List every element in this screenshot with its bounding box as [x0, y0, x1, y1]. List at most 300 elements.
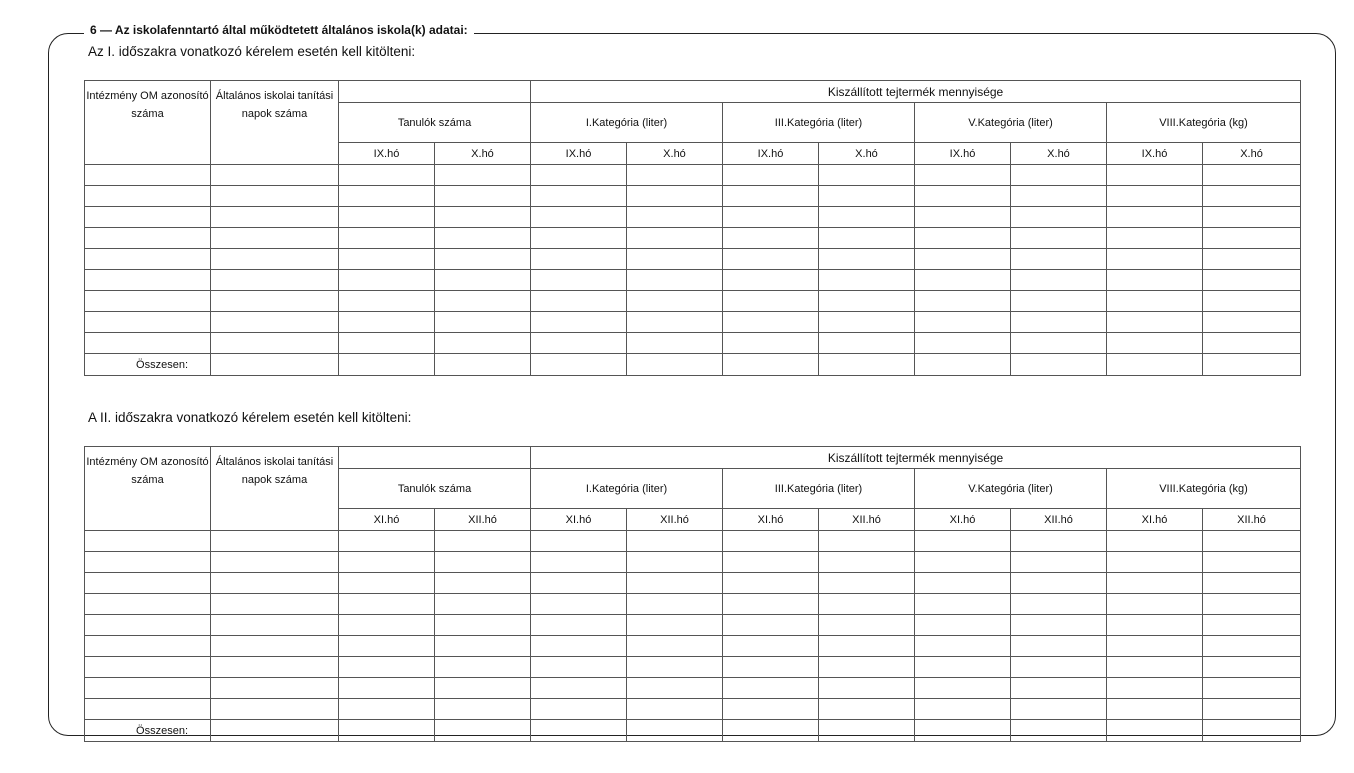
input-cell[interactable] — [1203, 699, 1301, 720]
input-cell[interactable] — [627, 636, 723, 657]
total-cell[interactable] — [915, 720, 1011, 742]
input-cell[interactable] — [85, 699, 211, 720]
table-row — [85, 312, 1301, 333]
input-cell[interactable] — [627, 249, 723, 270]
input-cell[interactable] — [723, 573, 819, 594]
header-category-5: V.Kategória (liter) — [915, 103, 1107, 143]
input-cell[interactable] — [1107, 678, 1203, 699]
input-cell[interactable] — [531, 270, 627, 291]
month-header: XII.hó — [819, 509, 915, 531]
input-cell[interactable] — [1107, 291, 1203, 312]
input-cell[interactable] — [627, 531, 723, 552]
input-cell[interactable] — [819, 312, 915, 333]
input-cell[interactable] — [1107, 270, 1203, 291]
input-cell[interactable] — [85, 333, 211, 354]
month-header: XI.hó — [1107, 509, 1203, 531]
input-cell[interactable] — [531, 657, 627, 678]
month-header: XII.hó — [435, 509, 531, 531]
table-row — [85, 699, 1301, 720]
input-cell[interactable] — [211, 228, 339, 249]
input-cell[interactable] — [627, 699, 723, 720]
input-cell[interactable] — [915, 291, 1011, 312]
input-cell[interactable] — [819, 615, 915, 636]
input-cell[interactable] — [627, 291, 723, 312]
input-cell[interactable] — [1203, 207, 1301, 228]
total-cell[interactable] — [1011, 720, 1107, 742]
header-category-8: VIII.Kategória (kg) — [1107, 103, 1301, 143]
input-cell[interactable] — [1011, 186, 1107, 207]
input-cell[interactable] — [915, 312, 1011, 333]
input-cell[interactable] — [531, 594, 627, 615]
total-cell[interactable] — [531, 720, 627, 742]
input-cell[interactable] — [723, 207, 819, 228]
input-cell[interactable] — [1107, 594, 1203, 615]
header-delivered: Kiszállított tejtermék mennyisége — [531, 447, 1301, 469]
input-cell[interactable] — [723, 249, 819, 270]
header-om-id: Intézmény OM azonosító száma — [85, 81, 211, 165]
input-cell[interactable] — [819, 531, 915, 552]
input-cell[interactable] — [723, 312, 819, 333]
input-cell[interactable] — [915, 186, 1011, 207]
input-cell[interactable] — [339, 636, 435, 657]
input-cell[interactable] — [819, 186, 915, 207]
input-cell[interactable] — [531, 573, 627, 594]
input-cell[interactable] — [85, 186, 211, 207]
input-cell[interactable] — [531, 186, 627, 207]
input-cell[interactable] — [819, 249, 915, 270]
input-cell[interactable] — [85, 228, 211, 249]
input-cell[interactable] — [339, 249, 435, 270]
input-cell[interactable] — [435, 312, 531, 333]
total-cell[interactable] — [435, 720, 531, 742]
month-header: XI.hó — [723, 509, 819, 531]
input-cell[interactable] — [339, 594, 435, 615]
input-cell[interactable] — [1011, 699, 1107, 720]
table-row — [85, 678, 1301, 699]
input-cell[interactable] — [211, 573, 339, 594]
input-cell[interactable] — [339, 573, 435, 594]
input-cell[interactable] — [1107, 531, 1203, 552]
input-cell[interactable] — [211, 249, 339, 270]
total-cell[interactable] — [339, 720, 435, 742]
input-cell[interactable] — [85, 552, 211, 573]
month-header: X.hó — [1203, 143, 1301, 165]
input-cell[interactable] — [531, 207, 627, 228]
total-cell[interactable] — [435, 354, 531, 376]
input-cell[interactable] — [1107, 312, 1203, 333]
input-cell[interactable] — [819, 228, 915, 249]
input-cell[interactable] — [1011, 531, 1107, 552]
input-cell[interactable] — [339, 531, 435, 552]
input-cell[interactable] — [1011, 249, 1107, 270]
input-cell[interactable] — [435, 186, 531, 207]
month-header: IX.hó — [339, 143, 435, 165]
input-cell[interactable] — [339, 333, 435, 354]
input-cell[interactable] — [435, 249, 531, 270]
header-blank — [339, 81, 531, 103]
input-cell[interactable] — [915, 573, 1011, 594]
total-cell[interactable] — [627, 720, 723, 742]
input-cell[interactable] — [915, 165, 1011, 186]
input-cell[interactable] — [435, 573, 531, 594]
total-label: Összesen: — [85, 354, 211, 376]
input-cell[interactable] — [915, 228, 1011, 249]
input-cell[interactable] — [1107, 249, 1203, 270]
input-cell[interactable] — [1203, 552, 1301, 573]
header-category-3: III.Kategória (liter) — [723, 469, 915, 509]
input-cell[interactable] — [627, 186, 723, 207]
input-cell[interactable] — [819, 552, 915, 573]
input-cell[interactable] — [1203, 249, 1301, 270]
period-1-subtitle: Az I. időszakra vonatkozó kérelem esetén kell kitölteni: — [88, 44, 416, 59]
total-cell[interactable] — [531, 354, 627, 376]
input-cell[interactable] — [435, 333, 531, 354]
input-cell[interactable] — [339, 186, 435, 207]
header-category-1: I.Kategória (liter) — [531, 469, 723, 509]
input-cell[interactable] — [85, 615, 211, 636]
input-cell[interactable] — [211, 186, 339, 207]
input-cell[interactable] — [1203, 573, 1301, 594]
header-om-id: Intézmény OM azonosító száma — [85, 447, 211, 531]
input-cell[interactable] — [1107, 333, 1203, 354]
input-cell[interactable] — [915, 678, 1011, 699]
input-cell[interactable] — [627, 552, 723, 573]
input-cell[interactable] — [1203, 615, 1301, 636]
input-cell[interactable] — [531, 291, 627, 312]
input-cell[interactable] — [1107, 207, 1203, 228]
input-cell[interactable] — [1107, 657, 1203, 678]
total-cell[interactable] — [627, 354, 723, 376]
input-cell[interactable] — [723, 636, 819, 657]
month-header: X.hó — [435, 143, 531, 165]
month-header: X.hó — [819, 143, 915, 165]
input-cell[interactable] — [1107, 636, 1203, 657]
input-cell[interactable] — [85, 165, 211, 186]
header-delivered: Kiszállított tejtermék mennyisége — [531, 81, 1301, 103]
total-cell[interactable] — [723, 720, 819, 742]
input-cell[interactable] — [339, 207, 435, 228]
input-cell[interactable] — [85, 291, 211, 312]
input-cell[interactable] — [211, 333, 339, 354]
input-cell[interactable] — [1107, 615, 1203, 636]
input-cell[interactable] — [723, 333, 819, 354]
input-cell[interactable] — [915, 207, 1011, 228]
table-row — [85, 657, 1301, 678]
input-cell[interactable] — [85, 678, 211, 699]
table-row — [85, 552, 1301, 573]
input-cell[interactable] — [1011, 312, 1107, 333]
month-header: XI.hó — [531, 509, 627, 531]
header-category-8: VIII.Kategória (kg) — [1107, 469, 1301, 509]
input-cell[interactable] — [85, 594, 211, 615]
input-cell[interactable] — [819, 270, 915, 291]
input-cell[interactable] — [627, 165, 723, 186]
total-cell[interactable] — [1107, 354, 1203, 376]
input-cell[interactable] — [819, 699, 915, 720]
table-row — [85, 249, 1301, 270]
input-cell[interactable] — [531, 636, 627, 657]
input-cell[interactable] — [531, 552, 627, 573]
month-header: IX.hó — [915, 143, 1011, 165]
month-header: XII.hó — [1203, 509, 1301, 531]
input-cell[interactable] — [915, 615, 1011, 636]
input-cell[interactable] — [85, 270, 211, 291]
input-cell[interactable] — [339, 270, 435, 291]
input-cell[interactable] — [339, 678, 435, 699]
input-cell[interactable] — [1107, 186, 1203, 207]
input-cell[interactable] — [531, 165, 627, 186]
input-cell[interactable] — [819, 594, 915, 615]
input-cell[interactable] — [1011, 594, 1107, 615]
input-cell[interactable] — [211, 678, 339, 699]
input-cell[interactable] — [85, 657, 211, 678]
total-cell[interactable] — [1011, 354, 1107, 376]
input-cell[interactable] — [531, 249, 627, 270]
input-cell[interactable] — [211, 615, 339, 636]
input-cell[interactable] — [435, 228, 531, 249]
input-cell[interactable] — [435, 270, 531, 291]
input-cell[interactable] — [531, 228, 627, 249]
table-row — [85, 228, 1301, 249]
month-header: IX.hó — [531, 143, 627, 165]
input-cell[interactable] — [819, 291, 915, 312]
total-cell[interactable] — [1203, 720, 1301, 742]
input-cell[interactable] — [85, 207, 211, 228]
table-row — [85, 165, 1301, 186]
input-cell[interactable] — [85, 573, 211, 594]
input-cell[interactable] — [1203, 657, 1301, 678]
input-cell[interactable] — [435, 636, 531, 657]
input-cell[interactable] — [211, 594, 339, 615]
period-1-table — [84, 80, 1301, 376]
input-cell[interactable] — [915, 594, 1011, 615]
input-cell[interactable] — [1011, 657, 1107, 678]
month-header: XII.hó — [1011, 509, 1107, 531]
input-cell[interactable] — [435, 291, 531, 312]
input-cell[interactable] — [723, 615, 819, 636]
input-cell[interactable] — [85, 531, 211, 552]
input-cell[interactable] — [85, 312, 211, 333]
input-cell[interactable] — [1203, 270, 1301, 291]
input-cell[interactable] — [1107, 165, 1203, 186]
input-cell[interactable] — [339, 165, 435, 186]
input-cell[interactable] — [723, 678, 819, 699]
input-cell[interactable] — [915, 333, 1011, 354]
input-cell[interactable] — [85, 636, 211, 657]
input-cell[interactable] — [723, 291, 819, 312]
input-cell[interactable] — [819, 678, 915, 699]
input-cell[interactable] — [435, 207, 531, 228]
table-row — [85, 291, 1301, 312]
input-cell[interactable] — [627, 312, 723, 333]
input-cell[interactable] — [819, 333, 915, 354]
input-cell[interactable] — [211, 531, 339, 552]
input-cell[interactable] — [211, 312, 339, 333]
input-cell[interactable] — [723, 552, 819, 573]
month-header: IX.hó — [723, 143, 819, 165]
input-cell[interactable] — [915, 552, 1011, 573]
input-cell[interactable] — [435, 594, 531, 615]
input-cell[interactable] — [1107, 573, 1203, 594]
month-header: X.hó — [627, 143, 723, 165]
input-cell[interactable] — [531, 312, 627, 333]
input-cell[interactable] — [1203, 333, 1301, 354]
month-header: X.hó — [1011, 143, 1107, 165]
input-cell[interactable] — [627, 207, 723, 228]
period-2-subtitle: A II. időszakra vonatkozó kérelem esetén kell kitölteni: — [88, 410, 412, 425]
input-cell[interactable] — [1011, 573, 1107, 594]
input-cell[interactable] — [211, 207, 339, 228]
input-cell[interactable] — [435, 678, 531, 699]
month-header: XI.hó — [915, 509, 1011, 531]
input-cell[interactable] — [211, 552, 339, 573]
input-cell[interactable] — [1011, 228, 1107, 249]
input-cell[interactable] — [339, 291, 435, 312]
input-cell[interactable] — [531, 678, 627, 699]
input-cell[interactable] — [435, 552, 531, 573]
total-cell[interactable] — [819, 720, 915, 742]
month-header: XI.hó — [339, 509, 435, 531]
total-cell[interactable] — [339, 354, 435, 376]
input-cell[interactable] — [435, 531, 531, 552]
input-cell[interactable] — [1011, 291, 1107, 312]
header-teaching-days: Általános iskolai tanítási napok száma — [211, 81, 339, 165]
input-cell[interactable] — [723, 699, 819, 720]
input-cell[interactable] — [723, 165, 819, 186]
input-cell[interactable] — [915, 657, 1011, 678]
month-header: IX.hó — [1107, 143, 1203, 165]
input-cell[interactable] — [723, 228, 819, 249]
input-cell[interactable] — [627, 657, 723, 678]
input-cell[interactable] — [339, 552, 435, 573]
header-category-5: V.Kategória (liter) — [915, 469, 1107, 509]
table-row — [85, 636, 1301, 657]
table-row — [85, 270, 1301, 291]
input-cell[interactable] — [819, 165, 915, 186]
input-cell[interactable] — [1203, 165, 1301, 186]
input-cell[interactable] — [627, 333, 723, 354]
input-cell[interactable] — [531, 333, 627, 354]
total-cell[interactable] — [211, 720, 339, 742]
input-cell[interactable] — [211, 165, 339, 186]
input-cell[interactable] — [339, 699, 435, 720]
input-cell[interactable] — [531, 531, 627, 552]
input-cell[interactable] — [627, 615, 723, 636]
header-students: Tanulók száma — [339, 469, 531, 509]
input-cell[interactable] — [723, 186, 819, 207]
input-cell[interactable] — [627, 573, 723, 594]
input-cell[interactable] — [627, 594, 723, 615]
input-cell[interactable] — [211, 636, 339, 657]
input-cell[interactable] — [723, 531, 819, 552]
header-students: Tanulók száma — [339, 103, 531, 143]
input-cell[interactable] — [723, 657, 819, 678]
input-cell[interactable] — [1107, 699, 1203, 720]
input-cell[interactable] — [339, 228, 435, 249]
input-cell[interactable] — [211, 657, 339, 678]
input-cell[interactable] — [339, 615, 435, 636]
section-title: 6 — Az iskolafenntartó által működtetett általános iskola(k) adatai: — [84, 23, 474, 37]
input-cell[interactable] — [1203, 291, 1301, 312]
input-cell[interactable] — [627, 270, 723, 291]
input-cell[interactable] — [1203, 678, 1301, 699]
input-cell[interactable] — [435, 165, 531, 186]
input-cell[interactable] — [915, 699, 1011, 720]
input-cell[interactable] — [1203, 594, 1301, 615]
input-cell[interactable] — [1011, 615, 1107, 636]
month-header: XII.hó — [627, 509, 723, 531]
total-label: Összesen: — [85, 720, 211, 742]
input-cell[interactable] — [1011, 270, 1107, 291]
input-cell[interactable] — [1011, 165, 1107, 186]
table-row — [85, 615, 1301, 636]
input-cell[interactable] — [915, 531, 1011, 552]
input-cell[interactable] — [211, 699, 339, 720]
total-cell[interactable] — [819, 354, 915, 376]
header-category-3: III.Kategória (liter) — [723, 103, 915, 143]
input-cell[interactable] — [435, 615, 531, 636]
input-cell[interactable] — [435, 657, 531, 678]
input-cell[interactable] — [339, 657, 435, 678]
table-row — [85, 186, 1301, 207]
total-cell[interactable] — [211, 354, 339, 376]
input-cell[interactable] — [211, 270, 339, 291]
input-cell[interactable] — [915, 636, 1011, 657]
input-cell[interactable] — [1011, 636, 1107, 657]
input-cell[interactable] — [1011, 678, 1107, 699]
input-cell[interactable] — [211, 291, 339, 312]
input-cell[interactable] — [819, 657, 915, 678]
input-cell[interactable] — [627, 678, 723, 699]
input-cell[interactable] — [1011, 207, 1107, 228]
total-cell[interactable] — [1107, 720, 1203, 742]
input-cell[interactable] — [819, 636, 915, 657]
input-cell[interactable] — [85, 249, 211, 270]
input-cell[interactable] — [1011, 552, 1107, 573]
input-cell[interactable] — [1011, 333, 1107, 354]
input-cell[interactable] — [723, 270, 819, 291]
input-cell[interactable] — [819, 207, 915, 228]
input-cell[interactable] — [1203, 531, 1301, 552]
header-blank — [339, 447, 531, 469]
table-row — [85, 573, 1301, 594]
input-cell[interactable] — [627, 228, 723, 249]
table-row — [85, 594, 1301, 615]
input-cell[interactable] — [435, 699, 531, 720]
input-cell[interactable] — [1203, 228, 1301, 249]
input-cell[interactable] — [531, 699, 627, 720]
total-cell[interactable] — [915, 354, 1011, 376]
input-cell[interactable] — [1203, 636, 1301, 657]
input-cell[interactable] — [915, 270, 1011, 291]
input-cell[interactable] — [915, 249, 1011, 270]
input-cell[interactable] — [723, 594, 819, 615]
input-cell[interactable] — [1107, 228, 1203, 249]
input-cell[interactable] — [1203, 186, 1301, 207]
header-teaching-days: Általános iskolai tanítási napok száma — [211, 447, 339, 531]
input-cell[interactable] — [339, 312, 435, 333]
total-cell[interactable] — [1203, 354, 1301, 376]
input-cell[interactable] — [531, 615, 627, 636]
input-cell[interactable] — [1107, 552, 1203, 573]
input-cell[interactable] — [819, 573, 915, 594]
table-row — [85, 207, 1301, 228]
total-cell[interactable] — [723, 354, 819, 376]
table-row — [85, 333, 1301, 354]
input-cell[interactable] — [1203, 312, 1301, 333]
table-row — [85, 531, 1301, 552]
header-category-1: I.Kategória (liter) — [531, 103, 723, 143]
